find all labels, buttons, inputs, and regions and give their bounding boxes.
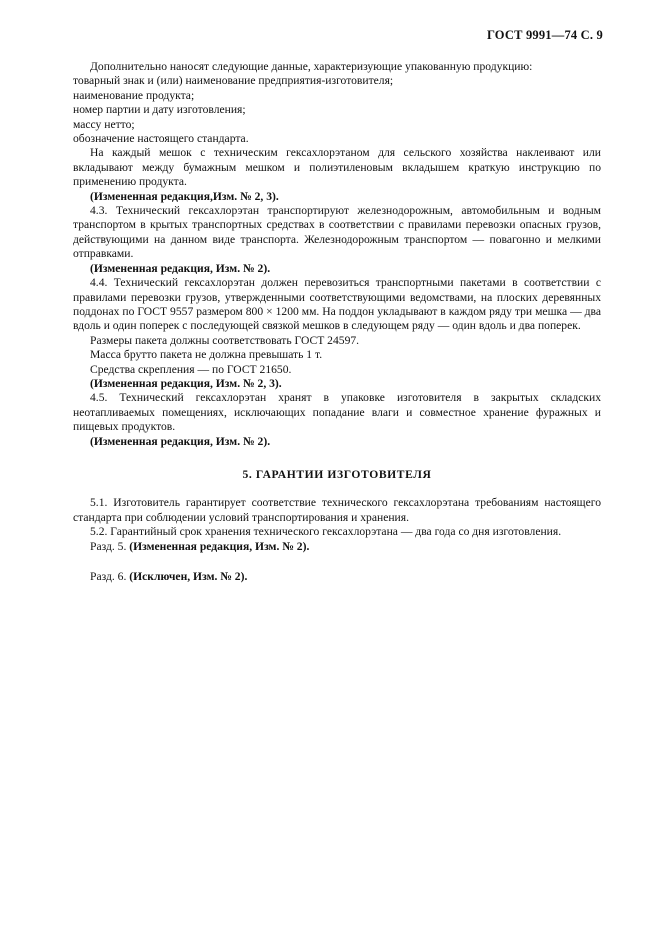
amendment-note: (Измененная редакция, Изм. № 2). [90,261,271,275]
clause-4-3: 4.3. Технический гексахлорэтан транспортируют железнодорожным, автомобильным и водным транспортом в крытых транспортных средствах в соответствии с правилами перевозки опасных грузов, действующими на данном виде транспорта. Железнодорожным транспортом — повагонно и мелкими отправками. [73,204,601,261]
clause-4-4: 4.4. Технический гексахлорэтан должен перевозиться транспортными пакетами в соответствии с правилами перевозки грузов, утвержденными соответствующими ведомствами, на плоских деревянных поддонах по ГОСТ 9557 размером 800 × 1200 мм. На поддон укладывают в каждом ряду три мешка — два вдоль и один поперек с последующей связкой мешков в следующем ряду — один вдоль и два поперек. [73,276,601,333]
paragraph-package-size: Размеры пакета должны соответствовать ГОСТ 24597. [90,333,360,347]
paragraph-bag-instruction: На каждый мешок с техническим гексахлорэтаном для сельского хозяйства наклеивают или вкладывают между бумажным мешком и полиэтиленовым вкладышем краткую инструкцию по применению продукта. [73,146,601,189]
document-body [73,60,601,584]
clause-5-2: 5.2. Гарантийный срок хранения технического гексахлорэтана — два года со дня изготовления. [90,525,562,539]
section-5-prefix: Разд. 5. [90,539,127,553]
list-item-trademark: товарный знак и (или) наименование предприятия-изготовителя; [73,74,394,88]
list-item-batch-date: номер партии и дату изготовления; [73,103,246,117]
list-item-product-name: наименование продукта; [73,88,195,102]
amendment-note: (Измененная редакция, Изм. № 2, 3). [90,376,282,390]
page-header: ГОСТ 9991—74 С. 9 [486,28,603,42]
section-5-note [73,540,601,554]
paragraph-fastening: Средства скрепления — по ГОСТ 21650. [90,362,292,376]
clause-4-5: 4.5. Технический гексахлорэтан хранят в упаковке изготовителя в закрытых складских неотапливаемых помещениях, исключающих попадание влаги и совместное хранение фуражных и пищевых продуктов. [73,391,601,434]
clause-5-1: 5.1. Изготовитель гарантирует соответствие технического гексахлорэтана требованиям настоящего стандарта при соблюдении условий транспортирования и хранения. [73,496,601,524]
list-item-standard: обозначение настоящего стандарта. [73,132,249,146]
section-5-title: 5. ГАРАНТИИ ИЗГОТОВИТЕЛЯ [242,467,432,481]
spacer [73,554,601,570]
section-6-prefix: Разд. 6. [90,570,127,583]
paragraph-package-mass: Масса брутто пакета не должна превышать 1 т. [90,348,323,362]
amendment-note: (Измененная редакция, Изм. № 2). [90,434,271,448]
list-item-net-mass: массу нетто; [73,117,135,131]
amendment-note: (Измененная редакция,Изм. № 2, 3). [90,189,279,203]
section-5-amendment: (Измененная редакция, Изм. № 2). [129,539,310,553]
paragraph-intro: Дополнительно наносят следующие данные, характеризующие упакованную продукцию: [90,60,533,73]
section-6-note [73,570,601,584]
section-6-excluded: (Исключен, Изм. № 2). [129,570,248,583]
